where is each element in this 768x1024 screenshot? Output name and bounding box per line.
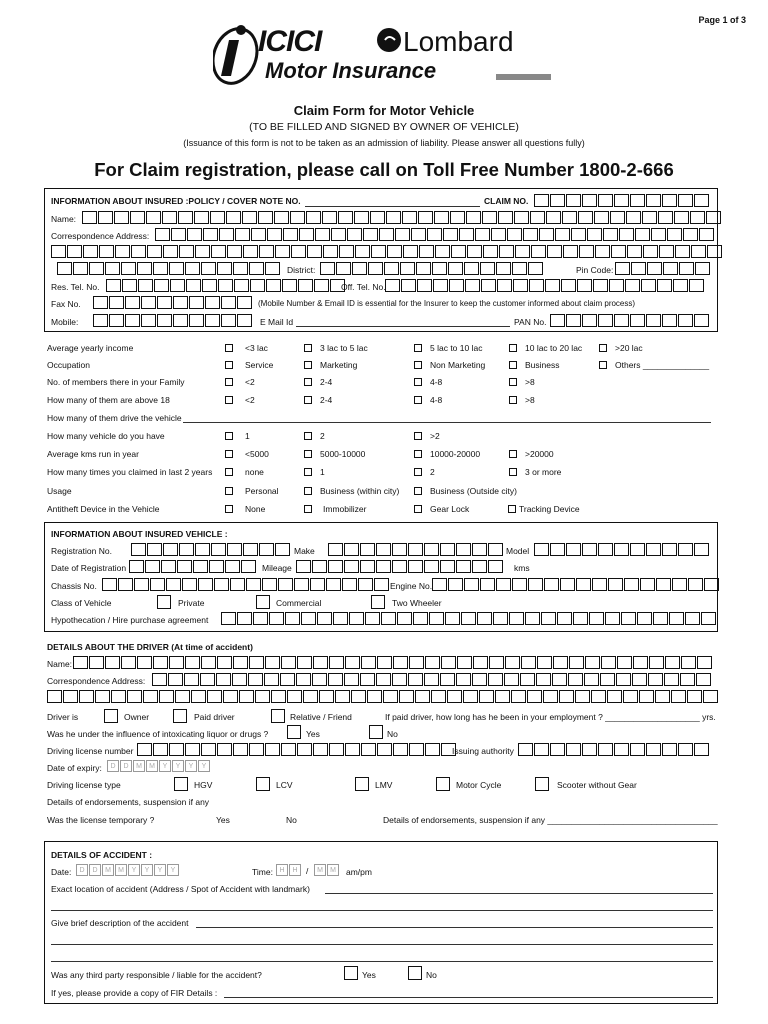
date-cell: Y: [167, 864, 179, 876]
pan-field[interactable]: [550, 314, 710, 327]
mobile-field[interactable]: [93, 314, 253, 327]
relative-checkbox[interactable]: [271, 709, 285, 723]
survey-option-label: 2: [320, 431, 325, 441]
temporary-no-option[interactable]: No: [286, 815, 297, 825]
driver-address-field-1[interactable]: [152, 673, 712, 686]
survey-question: Occupation: [47, 360, 90, 370]
fir-label: If yes, please provide a copy of FIR Details :: [51, 988, 218, 998]
chassis-label: Chassis No.: [51, 581, 97, 591]
accident-time-label: Time:: [252, 867, 273, 877]
survey-option-label: 5 lac to 10 lac: [430, 343, 483, 353]
mobile-label: Mobile:: [51, 317, 79, 327]
liquor-question: Was he under the influence of intoxicating liquor or drugs ?: [47, 729, 269, 739]
survey-option-label: Gear Lock: [430, 504, 470, 514]
class-label: Class of Vehicle: [51, 598, 112, 608]
temporary-license-question: Was the license temporary ?: [47, 815, 155, 825]
policy-number-line[interactable]: [305, 206, 480, 207]
scooter-checkbox[interactable]: [535, 777, 549, 791]
vehicle-heading: INFORMATION ABOUT INSURED VEHICLE :: [51, 529, 228, 539]
temporary-yes-option[interactable]: Yes: [216, 815, 230, 825]
survey-option-label: <2: [245, 395, 255, 405]
paid-driver-checkbox[interactable]: [173, 709, 187, 723]
district-field[interactable]: [320, 262, 544, 275]
survey-option-checkbox[interactable]: [414, 468, 422, 476]
commercial-checkbox[interactable]: [256, 595, 270, 609]
survey-option-checkbox[interactable]: [225, 344, 233, 352]
survey-option-checkbox[interactable]: [225, 450, 233, 458]
description-label: Give brief description of the accident: [51, 918, 189, 928]
mileage-field[interactable]: [296, 560, 504, 573]
survey-option-checkbox[interactable]: [509, 450, 517, 458]
accident-time-hours[interactable]: [276, 864, 302, 876]
survey-option-checkbox[interactable]: [225, 505, 233, 513]
date-cell: Y: [159, 760, 171, 772]
date-cell: D: [107, 760, 119, 772]
registration-field[interactable]: [131, 543, 291, 556]
time-separator: /: [306, 866, 309, 876]
registration-label: Registration No.: [51, 546, 112, 556]
hour-cell: H: [289, 864, 301, 876]
make-label: Make: [294, 546, 315, 556]
paid-driver-label: Paid driver: [194, 712, 235, 722]
survey-option-checkbox[interactable]: [509, 378, 517, 386]
date-cell: D: [76, 864, 88, 876]
survey-option-label: 2-4: [320, 377, 333, 387]
name-label: Name:: [51, 214, 77, 224]
survey-question: Antitheft Device in the Vehicle: [47, 504, 160, 514]
third-party-yes-label: Yes: [362, 970, 376, 980]
description-line-2[interactable]: [51, 944, 713, 945]
survey-option-checkbox[interactable]: [304, 468, 312, 476]
survey-option-label: >2: [430, 431, 440, 441]
address-label: Correspondence Address:: [51, 231, 150, 241]
email-field[interactable]: [296, 326, 510, 327]
description-line-1[interactable]: [196, 927, 713, 928]
survey-option-checkbox[interactable]: [225, 396, 233, 404]
lmv-checkbox[interactable]: [355, 777, 369, 791]
survey-option-checkbox[interactable]: [414, 396, 422, 404]
insured-address-field-2[interactable]: [51, 245, 723, 258]
survey-option-checkbox[interactable]: [599, 344, 607, 352]
dl-type-label: Driving license type: [47, 780, 121, 790]
insured-address-field-1[interactable]: [155, 228, 715, 241]
survey-option-label: Immobilizer: [323, 504, 367, 514]
survey-option-checkbox[interactable]: [414, 344, 422, 352]
email-label: E Mail Id: [260, 317, 294, 327]
form-subtitle: (TO BE FILLED AND SIGNED BY OWNER OF VEHICLE): [249, 121, 519, 133]
date-cell: D: [120, 760, 132, 772]
issuing-authority-label: Issuing authority: [452, 746, 514, 756]
survey-option-checkbox[interactable]: [304, 378, 312, 386]
accident-date-label: Date:: [51, 867, 72, 877]
dor-label: Date of Registration: [51, 563, 127, 573]
date-cell: M: [102, 864, 114, 876]
commercial-label: Commercial: [276, 598, 322, 608]
survey-option-checkbox[interactable]: [414, 432, 422, 440]
date-cell: Y: [172, 760, 184, 772]
survey-option-checkbox[interactable]: [414, 450, 422, 458]
survey-option-label: Business: [525, 360, 560, 370]
survey-option-checkbox[interactable]: [508, 505, 516, 513]
survey-option-label: >20 lac: [615, 343, 643, 353]
page-number: Page 1 of 3: [698, 15, 746, 25]
survey-option-checkbox[interactable]: [414, 487, 422, 495]
survey-option-label: 2-4: [320, 395, 333, 405]
date-cell: M: [115, 864, 127, 876]
survey-option-checkbox[interactable]: [414, 505, 422, 513]
accident-heading: DETAILS OF ACCIDENT :: [51, 850, 153, 860]
form-note: (Issuance of this form is not to be taken as an admission of liability. Please answer all questions fully): [183, 138, 585, 148]
make-field[interactable]: [328, 543, 504, 556]
survey-option-checkbox[interactable]: [414, 378, 422, 386]
driver-name-field[interactable]: [73, 656, 713, 669]
res-tel-field[interactable]: [106, 279, 346, 292]
minute-cell: M: [327, 864, 339, 876]
survey-option-checkbox[interactable]: [225, 432, 233, 440]
pincode-field[interactable]: [615, 262, 711, 275]
date-cell: Y: [198, 760, 210, 772]
engine-label: Engine No.: [390, 581, 433, 591]
accident-time-minutes[interactable]: [314, 864, 340, 876]
owner-label: Owner: [124, 712, 150, 722]
survey-option-label: <3 lac: [245, 343, 268, 353]
hypothecation-field[interactable]: [221, 612, 717, 625]
owner-checkbox[interactable]: [104, 709, 118, 723]
survey-option-checkbox[interactable]: [304, 344, 312, 352]
date-cell: M: [146, 760, 158, 772]
survey-option-label: Others ______________: [615, 360, 710, 370]
survey-option-label: Non Marketing: [430, 360, 486, 370]
survey-question: Average kms run in year: [47, 449, 139, 459]
lmv-label: LMV: [375, 780, 393, 790]
tollfree-banner: For Claim registration, please call on Toll Free Number 1800-2-666: [94, 159, 674, 180]
third-party-question: Was any third party responsible / liable for the accident?: [51, 970, 262, 980]
two-wheeler-checkbox[interactable]: [371, 595, 385, 609]
location-label: Exact location of accident (Address / Spot of Accident with landmark): [51, 884, 310, 894]
survey-option-checkbox[interactable]: [304, 505, 312, 513]
kms-label: kms: [514, 563, 530, 573]
brand-name-left: ICICI: [258, 25, 322, 58]
insured-address-field-3[interactable]: [57, 262, 281, 275]
survey-option-label: Personal: [245, 486, 279, 496]
survey-question: No. of members there in your Family: [47, 377, 185, 387]
survey-option-label: 2: [430, 467, 435, 477]
liquor-yes-checkbox[interactable]: [287, 725, 301, 739]
liquor-no-checkbox[interactable]: [369, 725, 383, 739]
two-wheeler-label: Two Wheeler: [392, 598, 442, 608]
fax-field[interactable]: [93, 296, 253, 309]
hypothecation-label: Hypothecation / Hire purchase agreement: [51, 615, 209, 625]
survey-option-checkbox[interactable]: [225, 487, 233, 495]
issuing-authority-field[interactable]: [518, 743, 710, 756]
private-checkbox[interactable]: [157, 595, 171, 609]
date-cell: Y: [185, 760, 197, 772]
off-tel-label: Off. Tel. No.: [341, 282, 386, 292]
driver-is-label: Driver is: [47, 712, 79, 722]
survey-option-label: 3 lac to 5 lac: [320, 343, 368, 353]
brand-name-right: Lombard: [403, 26, 514, 57]
date-cell: Y: [128, 864, 140, 876]
form-title: Claim Form for Motor Vehicle: [293, 103, 475, 118]
res-tel-label: Res. Tel. No.: [51, 282, 100, 292]
lcv-label: LCV: [276, 780, 293, 790]
survey-option-label: 3 or more: [525, 467, 562, 477]
survey-question: How many vehicle do you have: [47, 431, 165, 441]
survey-option-checkbox[interactable]: [509, 468, 517, 476]
survey-option-checkbox[interactable]: [304, 432, 312, 440]
survey-option-checkbox[interactable]: [509, 361, 517, 369]
survey-option-label: none: [245, 467, 264, 477]
dl-number-field[interactable]: [137, 743, 457, 756]
survey-option-label: Business (within city): [320, 486, 400, 496]
expiry-label: Date of expiry:: [47, 763, 102, 773]
survey-option-checkbox[interactable]: [509, 396, 517, 404]
location-line-2[interactable]: [51, 910, 713, 911]
survey-answer-line[interactable]: [183, 422, 711, 423]
pincode-label: Pin Code:: [576, 265, 614, 275]
engine-field[interactable]: [432, 578, 720, 591]
survey-question: How many of them are above 18: [47, 395, 170, 405]
minute-cell: M: [314, 864, 326, 876]
survey-option-label: Marketing: [320, 360, 358, 370]
mobile-note: (Mobile Number & Email ID is essential for the Insurer to keep the customer informed about claim process): [258, 299, 636, 308]
endorsement-label-2: Details of endorsements, suspension if any ____________________________________: [383, 815, 718, 825]
date-cell: M: [133, 760, 145, 772]
third-party-no-label: No: [426, 970, 437, 980]
model-field[interactable]: [534, 543, 710, 556]
survey-option-label: >8: [525, 377, 535, 387]
driver-address-field-2[interactable]: [47, 690, 719, 703]
claim-no-field[interactable]: [534, 194, 710, 207]
survey-question: How many of them drive the vehicle: [47, 413, 182, 423]
survey-option-checkbox[interactable]: [414, 361, 422, 369]
survey-option-label: <5000: [245, 449, 269, 459]
insured-name-field[interactable]: [82, 211, 722, 224]
fax-label: Fax No.: [51, 299, 81, 309]
date-cell: Y: [141, 864, 153, 876]
hgv-checkbox[interactable]: [174, 777, 188, 791]
survey-option-checkbox[interactable]: [225, 361, 233, 369]
survey-option-checkbox[interactable]: [509, 344, 517, 352]
lcv-checkbox[interactable]: [256, 777, 270, 791]
survey-question: Average yearly income: [47, 343, 134, 353]
expiry-date-field[interactable]: [107, 760, 211, 772]
third-party-no-checkbox[interactable]: [408, 966, 422, 980]
fir-line[interactable]: [224, 997, 713, 998]
survey-option-label: <2: [245, 377, 255, 387]
location-line-1[interactable]: [325, 893, 713, 894]
claim-no-label: CLAIM NO.: [484, 196, 529, 206]
driver-heading: DETAILS ABOUT THE DRIVER (At time of accident): [47, 642, 253, 652]
survey-option-checkbox[interactable]: [304, 361, 312, 369]
scooter-label: Scooter without Gear: [557, 780, 637, 790]
driver-name-label: Name:: [47, 659, 73, 669]
hour-cell: H: [276, 864, 288, 876]
survey-option-label: Business (Outside city): [430, 486, 517, 496]
endorsement-label: Details of endorsements, suspension if any: [47, 797, 210, 807]
district-label: District:: [287, 265, 316, 275]
survey-option-checkbox[interactable]: [304, 396, 312, 404]
third-party-yes-checkbox[interactable]: [344, 966, 358, 980]
survey-option-label: None: [245, 504, 266, 514]
hgv-label: HGV: [194, 780, 213, 790]
survey-option-label: Tracking Device: [519, 504, 580, 514]
off-tel-field[interactable]: [385, 279, 705, 292]
insured-heading: INFORMATION ABOUT INSURED :POLICY / COVER NOTE NO.: [51, 196, 301, 206]
survey-option-label: 10 lac to 20 lac: [525, 343, 583, 353]
model-label: Model: [506, 546, 530, 556]
survey-option-label: 10000-20000: [430, 449, 481, 459]
survey-option-label: >8: [525, 395, 535, 405]
survey-option-checkbox[interactable]: [225, 378, 233, 386]
survey-option-label: 5000-10000: [320, 449, 366, 459]
survey-question: Usage: [47, 486, 72, 496]
dl-number-label: Driving license number: [47, 746, 134, 756]
relative-label: Relative / Friend: [290, 712, 352, 722]
survey-option-label: 1: [245, 431, 250, 441]
survey-question: How many times you claimed in last 2 years: [47, 467, 213, 477]
paid-employment-question: If paid driver, how long has he been in your employment ? ____________________ yrs.: [385, 712, 716, 722]
survey-option-label: Service: [245, 360, 274, 370]
liquor-no-label: No: [387, 729, 398, 739]
survey-option-label: 1: [320, 467, 325, 477]
survey-option-checkbox[interactable]: [599, 361, 607, 369]
product-name: Motor Insurance: [265, 58, 437, 83]
accident-date-field[interactable]: [76, 864, 180, 876]
driver-address-label: Correspondence Address:: [47, 676, 146, 686]
survey-option-label: 4-8: [430, 395, 443, 405]
private-label: Private: [178, 598, 205, 608]
motorcycle-label: Motor Cycle: [456, 780, 502, 790]
pan-label: PAN No.: [514, 317, 547, 327]
chassis-field[interactable]: [102, 578, 390, 591]
motorcycle-checkbox[interactable]: [436, 777, 450, 791]
survey-option-label: >20000: [525, 449, 554, 459]
date-cell: D: [89, 864, 101, 876]
description-line-3[interactable]: [51, 961, 713, 962]
survey-option-checkbox[interactable]: [225, 468, 233, 476]
company-logo: [213, 20, 558, 88]
ampm-label: am/pm: [346, 867, 372, 877]
dor-field[interactable]: [129, 560, 257, 573]
date-cell: Y: [154, 864, 166, 876]
insured-section: [44, 188, 718, 332]
mileage-label: Mileage: [262, 563, 292, 573]
liquor-yes-label: Yes: [306, 729, 320, 739]
survey-option-checkbox[interactable]: [304, 450, 312, 458]
survey-option-checkbox[interactable]: [304, 487, 312, 495]
survey-option-label: 4-8: [430, 377, 443, 387]
